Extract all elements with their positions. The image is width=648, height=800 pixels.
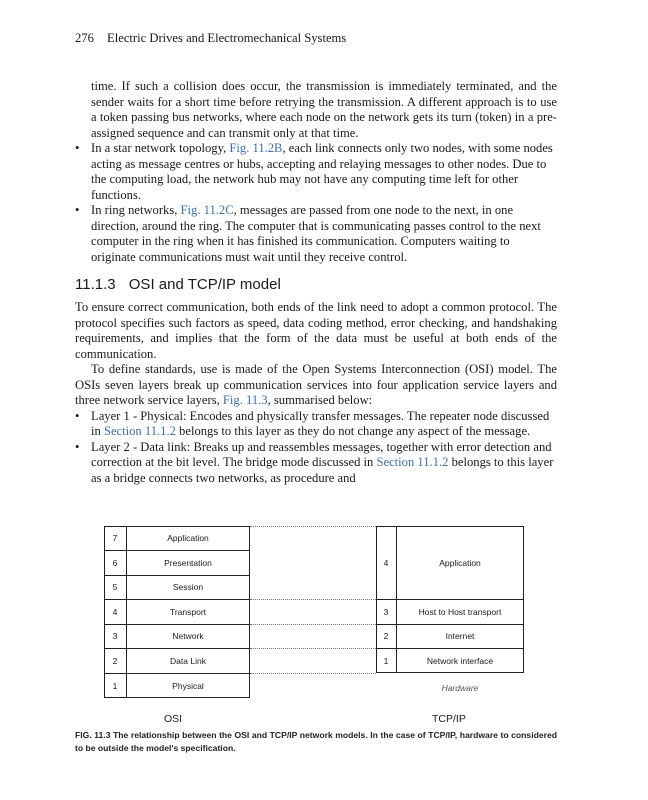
figure-link[interactable]: Fig. 11.2B <box>229 141 283 155</box>
osi-layer-name: Presentation <box>164 557 212 568</box>
tcpip-label: TCP/IP <box>432 713 466 725</box>
figure-link[interactable]: Fig. 11.2C <box>180 203 234 217</box>
caption-text: The relationship between the OSI and TCP/IP network models. In the case of TCP/IP, hardware to considered to be outside the model's specification. <box>75 730 557 753</box>
body-text <box>75 79 557 486</box>
section-link[interactable]: Section 11.1.2 <box>376 455 449 469</box>
tcpip-layer-number: 1 <box>383 655 389 666</box>
osi-layer-name: Session <box>172 582 204 592</box>
osi-layer-name: Transport <box>169 606 207 617</box>
bullet-dot: • <box>75 203 80 217</box>
bullet-dot: • <box>75 141 80 155</box>
osi-layer-name: Application <box>167 533 209 543</box>
tcpip-layer-number: 2 <box>383 631 389 641</box>
section-link[interactable]: Section 11.1.2 <box>103 424 176 438</box>
osi-layer-number: 7 <box>112 533 118 543</box>
osi-layer-name: Network <box>172 631 204 641</box>
tcpip-layer-name: Host to Host transport <box>418 606 502 617</box>
list-item: • Layer 1 - Physical: Encodes and physically transfer messages. The repeater node discussed in Section 11.1.2 belongs to this layer as they do not change any aspect of the message. <box>75 408 550 438</box>
osi-layer-number: 3 <box>112 631 118 641</box>
osi-layer-bullets <box>75 409 557 487</box>
osi-layer-number: 2 <box>112 655 118 666</box>
figure-caption <box>75 729 557 754</box>
layer-boundary-line <box>250 624 376 625</box>
paragraph: To ensure correct communication, both ends of the link need to adopt a common protocol. The protocol specifies such factors as speed, data coding method, error checking, and handshaking requirements, and implies that the form of the data must be useful at both ends of the communication. <box>75 300 557 361</box>
caption-label: FIG. 11.3 <box>75 730 111 740</box>
osi-layer-number: 4 <box>112 606 118 617</box>
list-item: • In ring networks, Fig. 11.2C, messages are passed from one node to the next, in one direction, around the ring. The computer that is communicating passes control to the next computer in the ring when it has finished its communication. Computers waiting to originate communications must wait until they receive control. <box>75 203 541 264</box>
tcpip-layer-name: Application <box>439 557 481 568</box>
osi-layer-number: 6 <box>112 557 118 568</box>
osi-layer-number: 1 <box>112 680 118 691</box>
layer-boundary-line <box>250 648 376 649</box>
list-item: • Layer 2 - Data link: Breaks up and reassembles messages, together with error detection and correction at the bit level. The bridge mode discussed in Section 11.1.2 belongs to this layer as a bridge connects two networks, as procedure and <box>75 439 554 485</box>
hardware-label: Hardware <box>441 683 479 693</box>
tcpip-layer-name: Network interface <box>426 655 494 666</box>
osi-label: OSI <box>164 713 183 725</box>
layer-boundary-line <box>250 526 376 527</box>
list-item: • In a star network topology, Fig. 11.2B, each link connects only two nodes, with some nodes acting as message centres or hubs, accepting and relaying messages to other nodes. Due to the computing load, the network hub may not have any computing time left for other functions. <box>75 141 553 202</box>
page-number: 276 <box>75 31 94 45</box>
intro-line: time. If such a collision does occur, the transmission is immediately terminated, <box>91 79 514 93</box>
figure-link[interactable]: Fig. 11.3 <box>222 393 268 407</box>
intro-paragraph <box>75 79 557 141</box>
tcpip-layer-name: Internet <box>445 631 475 641</box>
section-title: OSI and TCP/IP model <box>128 276 281 293</box>
intro-rest: and the sender waits for a short time before retrying the transmission. A different approach is to use a token passing bus networks, where each node on the network gets its turn (token) in a pre-assigned sequence and can transmit only at that time. <box>91 79 558 140</box>
tcpip-layer-number: 3 <box>383 606 389 617</box>
osi-layer-name: Physical <box>172 680 204 691</box>
section-heading <box>75 276 557 294</box>
running-head <box>75 31 346 46</box>
layer-boundary-line <box>250 599 376 600</box>
tcpip-layer-number: 4 <box>383 557 389 568</box>
topology-bullets <box>75 141 557 265</box>
layer-boundary-line <box>250 673 376 674</box>
book-title: Electric Drives and Electromechanical Systems <box>107 31 347 45</box>
osi-tcpip-figure <box>104 526 524 711</box>
bullet-dot: • <box>75 439 80 454</box>
paragraph: To define standards, use is made of the Open Systems Interconnection (OSI) model. The OSIs seven layers break up communication services into four application service layers and three network service layers, Fig. 11.3, summarised below: <box>75 362 557 407</box>
osi-layer-number: 5 <box>112 582 118 592</box>
bullet-dot: • <box>75 408 80 423</box>
osi-layer-name: Data Link <box>170 655 206 666</box>
section-number: 11.1.3 <box>75 276 116 293</box>
